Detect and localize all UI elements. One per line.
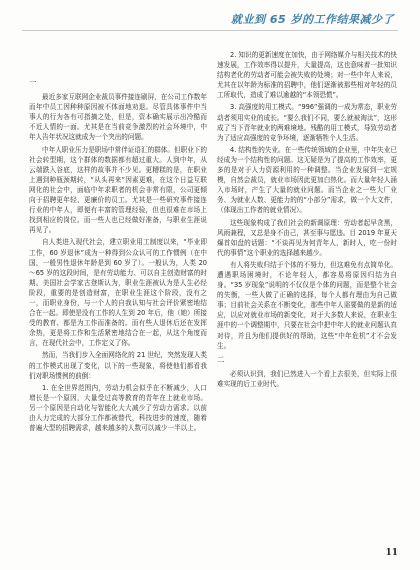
left-column xyxy=(29,74,207,435)
section-number: 二 xyxy=(217,354,225,364)
paragraph: 最近多家互联网企业裁员事件接连刷屏，在公司工作数年而年中员工因种种原因被不体面地劝退。尽管具体事件中当事人的行为各有可指摘之处，但是，资本确实展示出冷酷而不近人情的一面。尤其是在当前竞争激烈的社会环境中，中年人告年状况这就成为一个突出的问题。 xyxy=(29,93,207,142)
paragraph: 2. 知识的更新速度在加快，由于网络媒介与相关技术的快速发展，工作效率得以提升，大量提高，这也意味着一批知识结构老化的劳动者可能会被失败的处境；对一些中年人来说，尤其在以年龄为标准的招聘中，他们逐渐被那些相对年轻的员工所取代，造成了难以逾越的“本领恐慌”。 xyxy=(217,51,397,100)
paragraph: 有人将失败归结于个体的不努力，但这难免有点简单化。遭遇职场困境时，不论年轻人，都容易将原因归结为自身。“35 岁现象”说明的不仅仅是个体的问题，而是整个社会的失衡，一些人做了正确的选择，每个人都有理由为自己做事；目前社会关系在不断变化，那些中年人需要做的是新的适应，以应对就业市场的新变化，对于大多数人来说，在职业生涯中的一个调整期中，只要在社会中把中年人的就业问题认真对待，并且为他们提供好的帮助，这些“中年危机”才不会发生。 xyxy=(217,260,397,350)
header-rule xyxy=(22,30,398,31)
page-number: 11 xyxy=(385,548,398,558)
paragraph: 3. 高强度的用工模式。“996”强调的一成为常态，职业劳动者须用实业的成长。“要么我们不同，要么就被淘汰”，这形成了当下青年就业的两难境地。残酷的用工模式，导致劳动者为了适应高强度的竞争环境，逐渐牺牲个人生活。 xyxy=(217,103,397,142)
paragraph: 1. 在全世界范围内，劳动力机会似乎在不断减少，人口增长是一个原因，大量受过高等教育的青年在上就业市场。另一个原因是自动化与智能化大大减少了劳动力需求。以前由人力完成的大部分工作都被替代，科技进步的速度，随着普遍大型的招聘需求，越来越多的人数可以减少一半以上。 xyxy=(29,383,207,433)
section-number: 一 xyxy=(29,78,37,87)
paragraph: 4. 结构性的失业。在一些传统领域的企业里，中年失业已经成为一个结构性的问题。这无疑是为了提高的工作效率，更多的是对于人力资源利用的一种调整。当企业发展到一定规模，自然会裁员，就业市场因此更加白热化。而大量年轻人涌入市场时，产生了大量的就业问题。而当企业之一些大厂业务、为就业人数、更能力的的“小部分”需求，做一个大文件，（体现出工作者的就业情况）。 xyxy=(217,145,397,215)
right-column xyxy=(217,50,397,391)
paragraph: 必须认识到，我们已然进入一个看上去很美，但实际上很难实现的后工业时代。 xyxy=(217,369,397,388)
running-title: 就业到 65 岁的工作结果减少了 xyxy=(231,13,394,26)
paragraph: 然而，当我们步入全面网络化的 21 世纪，突然发现人类的工作模式出现了变化，以下的一些现象，将使他们都看我们对职场惯例的前倒： xyxy=(29,351,207,380)
paragraph: 自人类进入现代社会，建立职业用工制度以来，“毕业即工作，60 岁退休”成为一种得到公众认可的工作惯例（在中国，一般男性退休年龄是到 60 岁了）。一般认为，人类 20～65 岁的这段时间，是有劳动能力、可以自主创造财富的时期。美国社会学家古登斯认为，职业生涯被认为是人生必经阶段，重要的是创造财富，在职业生涯这个阶段，没有之一，而职业身份，与一个人的自我认知与社会评价紧密地结合在一起。即使是没有工作的人生到 20 年后，他（她）所接受的教育、都是为工作而准备的。而有些人退休后还在发挥余热，更是将工作和生活紧密地结合在一起，从这个角度而言，在现代社会中，工作定义了你。 xyxy=(29,238,207,348)
paragraph: 中年人职业压力是职场中常伴证语汇的群体。但职业下的社会转型期，这个群体的数据都有超过重大。人到中年，从云端跌入谷底，这样的故事并不少见。更糟糕的是，在职业上遇到种瓶颈期转，“从头再来”因素更难，在这个日益互联网化的社会中，面临中年求职者的机会非常有限，公司更倾向于招聘更年轻、更廉价的员工。尤其是一些研究事件接连行业的中年人，即便有丰富的管理经验，但也很难在市场上找到相应的岗位。而一些人也已经做好准备，与职业生涯说再见了。 xyxy=(29,145,207,235)
paragraph: 这些现象构成了我们社会的新调原理：劳动者起早贪黑，风雨兼程，又总是身不由己，甚至事与愿违。目 2019 年夏天爆首如盘的话题：“不谈再见为何青年人，新时人，吃一份时代的事情”这个职业的选择越来越少。 xyxy=(217,218,397,257)
